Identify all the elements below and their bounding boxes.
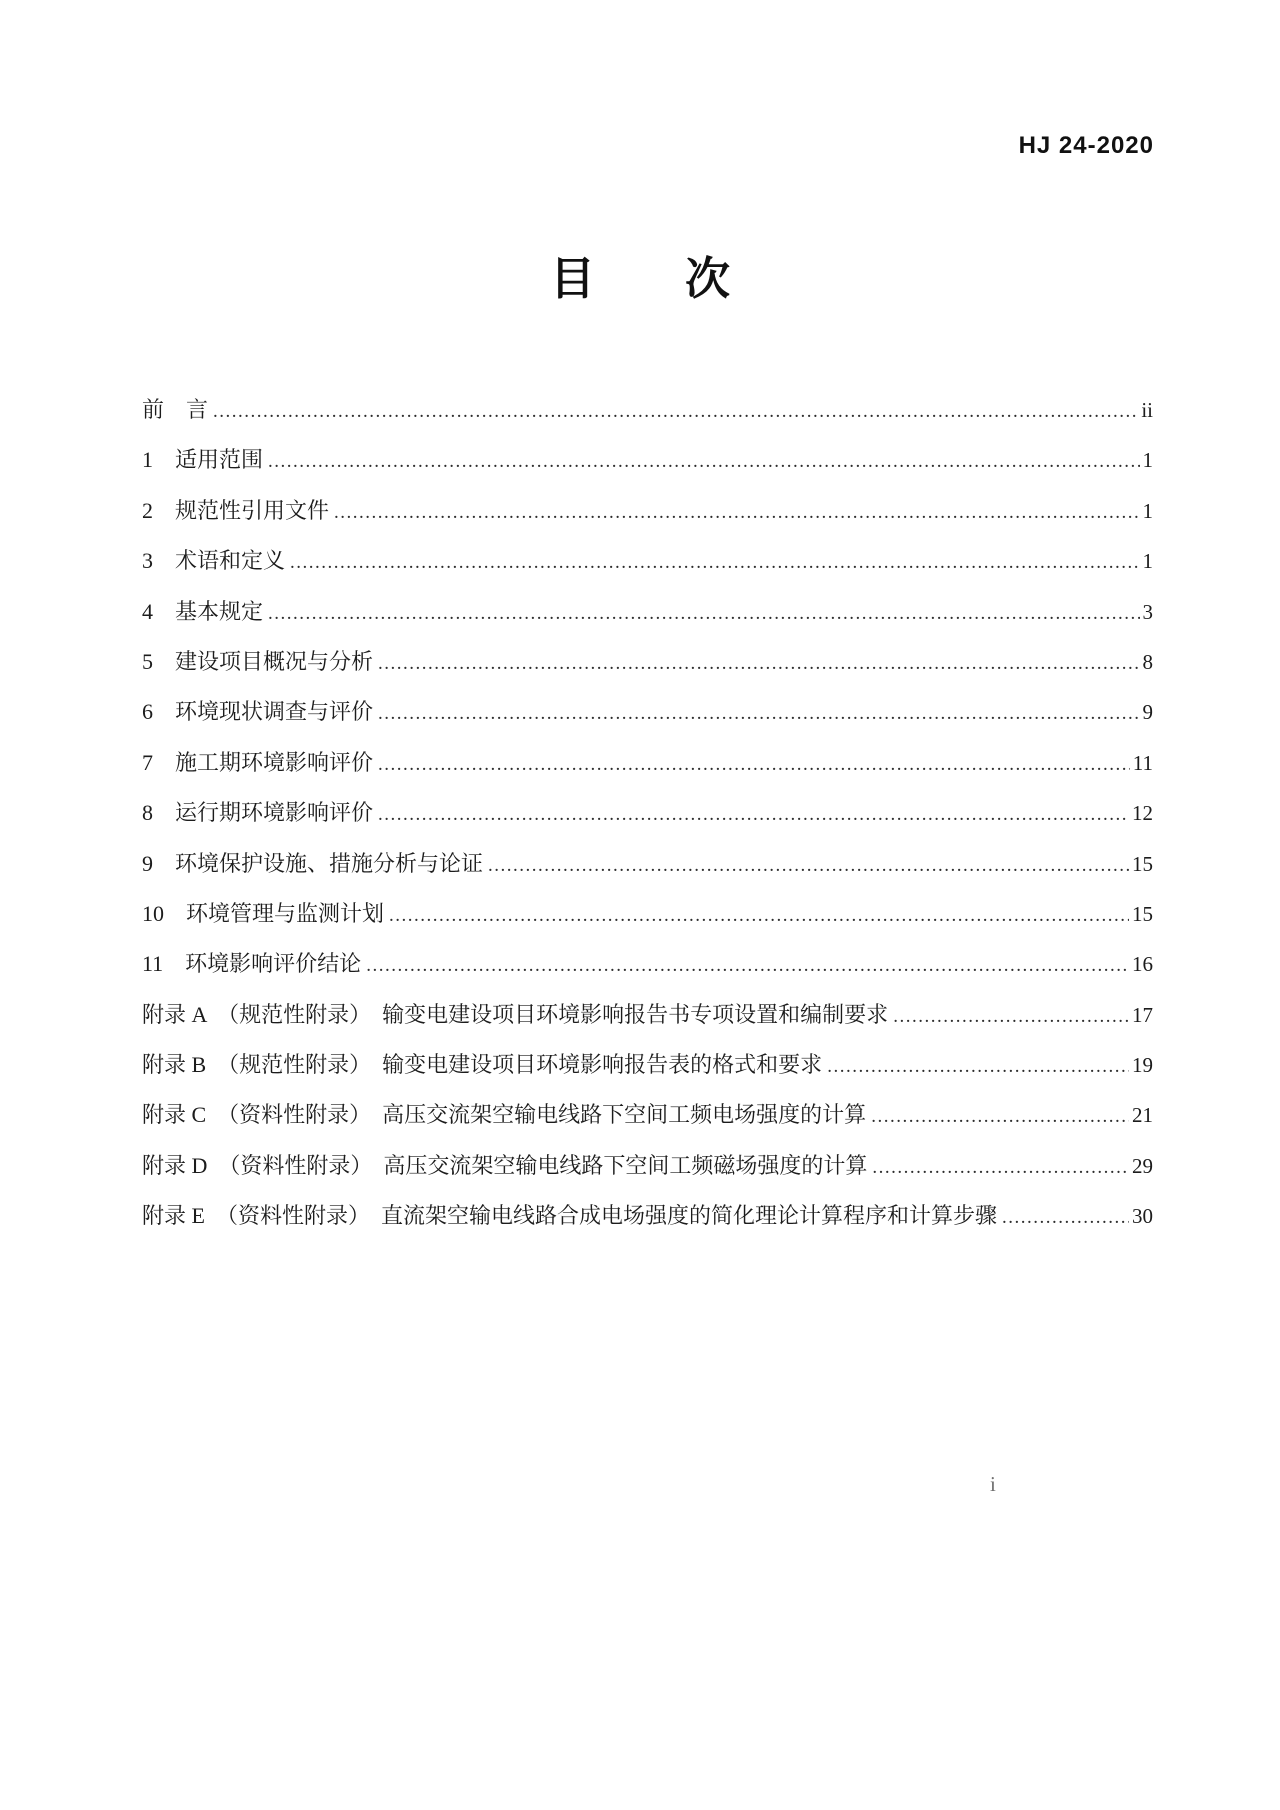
- toc-page-number: 21: [1132, 1103, 1153, 1128]
- toc-row: [142, 1185, 1153, 1235]
- toc-entry-label: 11 环境影响评价结论: [142, 951, 362, 977]
- toc-row: [142, 732, 1153, 782]
- page-title: 目 次: [549, 253, 730, 304]
- toc-dot-leader: [378, 703, 1139, 725]
- toc-dot-leader: [893, 1006, 1129, 1028]
- toc-row: [142, 883, 1153, 933]
- toc-dot-leader: [827, 1056, 1129, 1078]
- toc-page-number: 3: [1142, 599, 1153, 624]
- toc-page-number: 30: [1132, 1204, 1153, 1229]
- toc-page-number: 11: [1132, 750, 1153, 775]
- toc-row: [142, 984, 1153, 1034]
- table-of-contents: [142, 379, 1153, 1236]
- toc-page-number: 1: [1142, 448, 1153, 473]
- toc-entry-label: 前 言: [142, 397, 209, 422]
- toc-dot-leader: [268, 451, 1139, 473]
- toc-page-number: 16: [1132, 952, 1153, 977]
- toc-row: [142, 530, 1153, 580]
- toc-dot-leader: [378, 754, 1130, 776]
- toc-page-number: 1: [1142, 498, 1153, 523]
- toc-dot-leader: [290, 552, 1139, 574]
- toc-entry-label: 附录 B （规范性附录） 输变电建设项目环境影响报告表的格式和要求: [142, 1052, 823, 1078]
- toc-entry-label: 3 术语和定义: [142, 548, 286, 574]
- toc-row: [142, 782, 1153, 832]
- toc-dot-leader: [334, 502, 1139, 524]
- toc-dot-leader: [872, 1157, 1129, 1179]
- toc-dot-leader: [213, 401, 1138, 423]
- toc-entry-label: 8 运行期环境影响评价: [142, 800, 374, 826]
- toc-dot-leader: [871, 1106, 1129, 1128]
- toc-entry-label: 附录 A （规范性附录） 输变电建设项目环境影响报告书专项设置和编制要求: [142, 1001, 889, 1027]
- toc-page-number: ii: [1141, 398, 1153, 422]
- toc-row: [142, 581, 1153, 631]
- toc-entry-label: 7 施工期环境影响评价: [142, 749, 374, 775]
- toc-page-number: 15: [1132, 901, 1153, 926]
- toc-row: [142, 681, 1153, 731]
- toc-page-number: 1: [1142, 549, 1153, 574]
- doc-number: HJ 24-2020: [1018, 132, 1154, 159]
- toc-dot-leader: [1002, 1207, 1129, 1229]
- toc-page-number: 9: [1142, 700, 1153, 725]
- toc-entry-label: 附录 C （资料性附录） 高压交流架空输电线路下空间工频电场强度的计算: [142, 1102, 867, 1128]
- toc-row: [142, 631, 1153, 681]
- toc-entry-label: 10 环境管理与监测计划: [142, 900, 385, 926]
- toc-dot-leader: [366, 955, 1129, 977]
- toc-dot-leader: [389, 905, 1129, 927]
- toc-entry-label: 6 环境现状调查与评价: [142, 699, 374, 725]
- toc-entry-label: 附录 E （资料性附录） 直流架空输电线路合成电场强度的简化理论计算程序和计算步骤: [142, 1203, 997, 1229]
- toc-dot-leader: [378, 804, 1129, 826]
- toc-page-number: 12: [1132, 801, 1153, 826]
- toc-entry-label: 4 基本规定: [142, 598, 264, 624]
- toc-row: [142, 933, 1153, 983]
- toc-entry-label: 9 环境保护设施、措施分析与论证: [142, 850, 484, 876]
- toc-page-number: 8: [1142, 649, 1153, 674]
- toc-row: [142, 480, 1153, 530]
- toc-row: [142, 833, 1153, 883]
- toc-page-number: 17: [1132, 1002, 1153, 1027]
- toc-entry-label: 1 适用范围: [142, 447, 264, 473]
- toc-page-number: 19: [1132, 1053, 1153, 1078]
- toc-entry-label: 2 规范性引用文件: [142, 497, 330, 523]
- toc-row: [142, 429, 1153, 479]
- toc-row: [142, 1135, 1153, 1185]
- toc-entry-label: 附录 D （资料性附录） 高压交流架空输电线路下空间工频磁场强度的计算: [142, 1152, 868, 1178]
- toc-dot-leader: [488, 855, 1129, 877]
- toc-row: [142, 1034, 1153, 1084]
- toc-dot-leader: [378, 653, 1139, 675]
- toc-entry-label: 5 建设项目概况与分析: [142, 648, 374, 674]
- toc-page-number: 15: [1132, 851, 1153, 876]
- toc-row: [142, 1084, 1153, 1134]
- footer-page-number: i: [990, 1472, 996, 1496]
- toc-dot-leader: [268, 603, 1139, 625]
- toc-row: [142, 379, 1153, 429]
- toc-page-number: 29: [1132, 1153, 1153, 1178]
